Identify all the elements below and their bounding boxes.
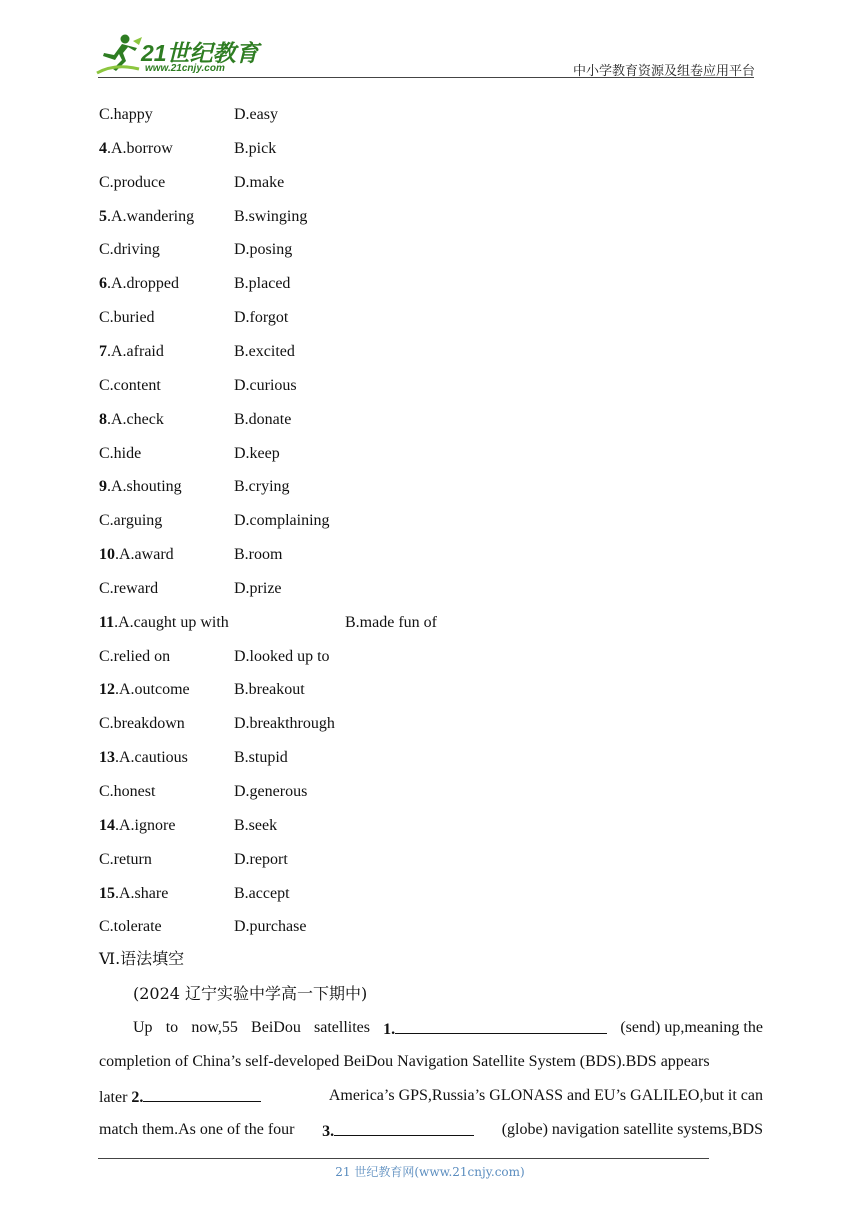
option-b: D.easy	[234, 106, 278, 123]
option-a-text: .A.borrow	[107, 139, 173, 157]
option-a-text: C.hide	[99, 444, 142, 462]
passage-text: match them.As one of the four	[99, 1121, 295, 1138]
option-a-text: .A.award	[115, 546, 174, 564]
option-a-text: C.arguing	[99, 512, 163, 530]
option-a	[99, 443, 141, 465]
passage-text: (send) up,meaning the	[620, 1019, 763, 1036]
option-b: B.accept	[234, 884, 290, 902]
option-a	[99, 273, 179, 295]
option-a	[99, 138, 173, 160]
option-a	[99, 781, 155, 803]
option-a	[99, 341, 164, 363]
option-b: B.stupid	[234, 749, 288, 767]
option-a-text: .A.check	[107, 410, 164, 428]
question-number: 13	[99, 749, 115, 767]
question-number: 9	[99, 478, 107, 496]
option-b: B.crying	[234, 478, 290, 496]
header-divider	[98, 77, 754, 78]
footer-divider	[98, 1158, 709, 1159]
option-a-text: .A.shouting	[107, 478, 182, 496]
option-b: D.complaining	[234, 512, 330, 530]
passage-word: now,55	[191, 1019, 238, 1036]
question-number: 14	[99, 816, 115, 834]
passage-line-4	[99, 1119, 763, 1143]
option-a-text: C.relied on	[99, 647, 171, 665]
option-a	[99, 375, 161, 397]
option-b: D.report	[234, 850, 288, 868]
logo-url: www.21cnjy.com	[145, 63, 225, 74]
option-b: B.donate	[234, 410, 292, 428]
option-a-text: .A.dropped	[107, 275, 179, 293]
runner-logo-icon	[95, 33, 145, 77]
option-b: D.forgot	[234, 309, 289, 327]
option-a-text: .A.caught up with	[114, 613, 229, 631]
option-a-text: .A.share	[115, 884, 169, 902]
passage-text: later	[99, 1089, 128, 1106]
option-a	[99, 307, 155, 329]
option-a-text: C.content	[99, 376, 161, 394]
option-a	[99, 544, 174, 566]
option-b: D.breakthrough	[234, 715, 335, 733]
passage-line-1	[99, 1017, 763, 1041]
page-header	[0, 0, 860, 80]
option-a	[99, 883, 168, 905]
option-b: D.looked up to	[234, 647, 330, 665]
option-b: D.generous	[234, 783, 308, 800]
option-a	[99, 679, 190, 701]
question-number: 12	[99, 681, 115, 699]
option-a-text: .A.cautious	[115, 749, 188, 767]
passage-line-3	[99, 1085, 763, 1109]
question-number: 4	[99, 139, 107, 157]
option-a-text: C.return	[99, 850, 152, 868]
option-a-text: C.buried	[99, 309, 155, 327]
blank-number: 1	[383, 1021, 392, 1038]
passage-word: to	[165, 1019, 179, 1036]
option-a-text: C.breakdown	[99, 715, 185, 733]
option-a	[99, 104, 153, 126]
logo-text: 21世纪教育	[141, 40, 259, 66]
question-number: 10	[99, 546, 115, 564]
blank-3[interactable]: 3.	[322, 1119, 474, 1143]
question-number: 7	[99, 342, 107, 360]
option-a	[99, 916, 162, 938]
question-number: 6	[99, 275, 107, 293]
option-b: B.excited	[234, 342, 295, 360]
option-a-text: .A.afraid	[107, 342, 164, 360]
logo	[95, 33, 265, 77]
option-b: B.room	[234, 546, 283, 564]
option-a	[99, 578, 158, 600]
header-platform-name: 中小学教育资源及组卷应用平台	[572, 64, 755, 79]
option-a-text: C.happy	[99, 106, 153, 123]
option-a	[99, 476, 182, 498]
blank-2[interactable]: later 2.	[99, 1085, 261, 1109]
section-title: Ⅵ.语法填空	[99, 949, 185, 968]
option-b: D.purchase	[234, 918, 307, 936]
option-b: B.swinging	[234, 207, 308, 225]
passage-word: Up	[133, 1019, 153, 1036]
option-b: D.make	[234, 173, 285, 191]
blank-number: 2	[131, 1089, 140, 1106]
option-a	[99, 239, 160, 261]
option-a-text: C.tolerate	[99, 918, 162, 936]
blank-number: 3	[322, 1123, 331, 1140]
option-a-text: C.produce	[99, 173, 166, 191]
passage-word: satellites	[314, 1019, 370, 1036]
blank-1[interactable]: 1.	[383, 1017, 607, 1041]
question-number: 11	[99, 613, 115, 631]
option-b: B.seek	[234, 816, 278, 834]
option-a-text: .A.outcome	[115, 681, 190, 699]
passage-text: America’s GPS,Russia’s GLONASS and EU’s GALILEO,but it can	[328, 1087, 763, 1104]
option-a	[99, 849, 152, 871]
option-a-text: C.reward	[99, 579, 159, 597]
option-a	[99, 510, 162, 532]
option-a-text: .A.ignore	[115, 816, 176, 834]
option-b: D.posing	[234, 241, 293, 259]
passage-line-2: completion of China’s self-developed BeiDou Navigation Satellite System (BDS).BDS appears	[99, 1053, 710, 1070]
passage-source: (2024 辽宁实验中学高一下期中)	[133, 984, 368, 1003]
option-b: D.prize	[234, 579, 282, 597]
passage-word: BeiDou	[251, 1019, 301, 1036]
option-b: B.made fun of	[345, 613, 437, 631]
option-b: B.placed	[234, 275, 291, 293]
option-a-text: .A.wandering	[107, 207, 195, 225]
option-a	[99, 612, 229, 634]
option-a	[99, 172, 165, 194]
option-b: B.pick	[234, 139, 277, 157]
option-a	[99, 206, 194, 228]
option-a-text: C.honest	[99, 783, 156, 800]
option-b: B.breakout	[234, 681, 305, 699]
passage-text: (globe) navigation satellite systems,BDS	[501, 1121, 763, 1138]
option-a	[99, 815, 175, 837]
option-b: D.curious	[234, 376, 297, 394]
option-a	[99, 713, 185, 735]
question-number: 8	[99, 410, 107, 428]
option-a	[99, 747, 188, 769]
option-b: D.keep	[234, 444, 280, 462]
option-a	[99, 409, 164, 431]
option-a-text: C.driving	[99, 241, 160, 259]
option-a	[99, 646, 170, 668]
question-number: 15	[99, 884, 115, 902]
question-number: 5	[99, 207, 107, 225]
footer-text: 21 世纪教育网(www.21cnjy.com)	[335, 1165, 525, 1179]
